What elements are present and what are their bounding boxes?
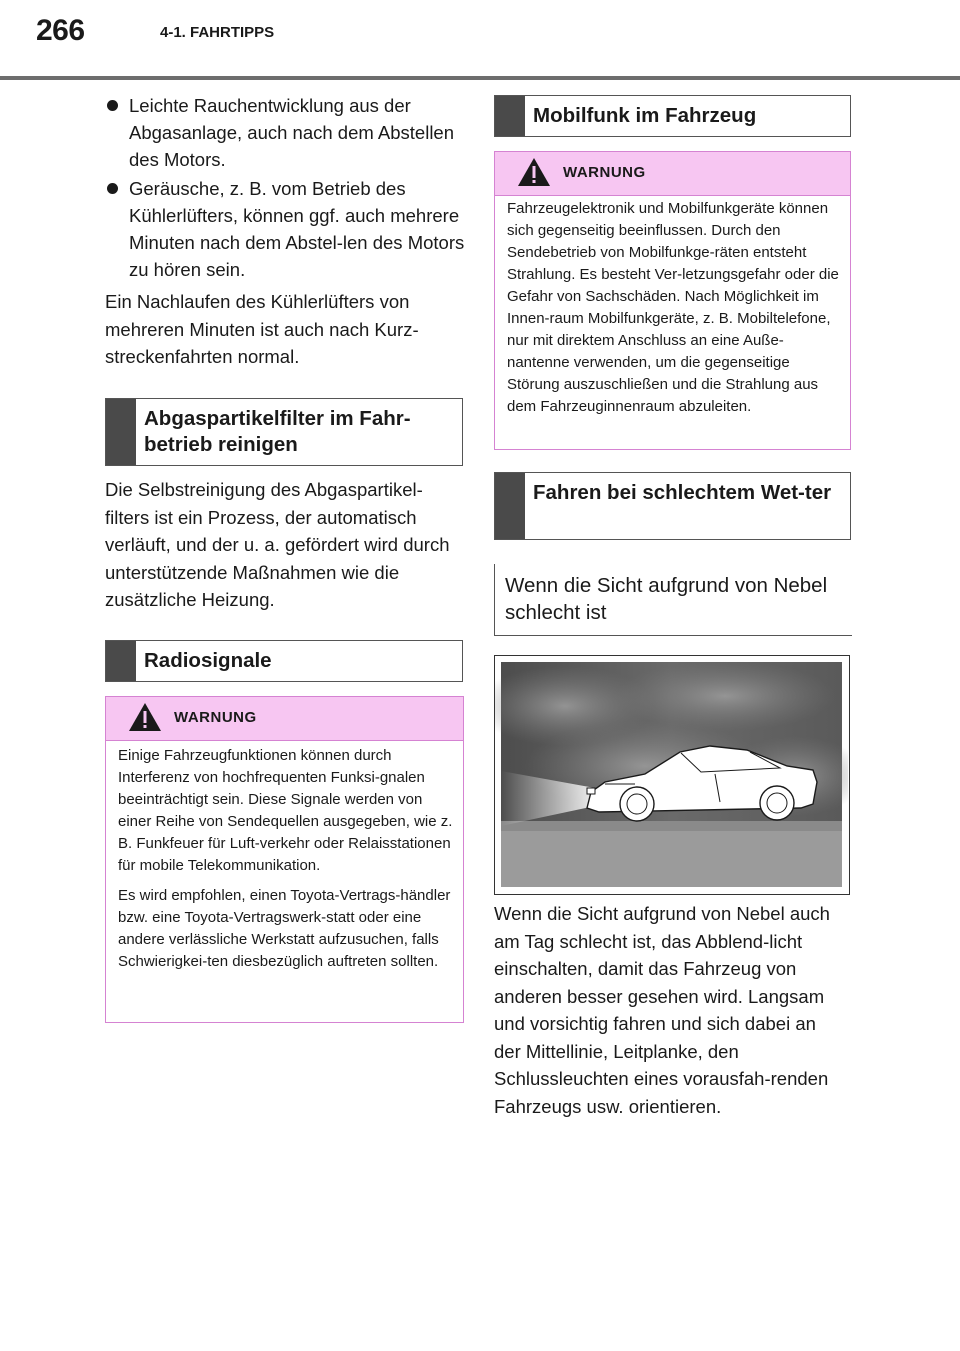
warning-label: WARNUNG (563, 164, 646, 181)
bullet-dot-icon (107, 183, 118, 194)
section-bar (495, 96, 525, 136)
warning-paragraph: Fahrzeugelektronik und Mobilfunkgeräte können sich gegenseitig beeinflussen. Durch den Sendebetrieb von Mobilfunkge-räten entsteht Strahlung. Es besteht Ver-letzungsgefahr oder die Gefahr von Sachschäden. Nach Möglichkeit im Innen-raum Mobilfunkgeräte, z. B. Mobiltelefone, nur mit direktem Anschluss an eine Auße-nantenne verwenden, um die gegenseitige Störung auszuschließen und die Strahlung aus dem Fahrzeuginnenraum abzuleiten. (507, 200, 839, 415)
warning-header (495, 152, 850, 196)
warning-label: WARNUNG (174, 709, 257, 726)
warning-box-mobile (494, 151, 851, 450)
section-bar (106, 641, 136, 681)
warning-triangle-icon (517, 157, 551, 187)
fog-driving-illustration (494, 655, 850, 895)
warning-header (106, 697, 463, 741)
section-title: Abgaspartikelfilter im Fahr-betrieb reinigen (144, 407, 411, 456)
warning-box-radio (105, 696, 464, 1023)
warning-body (507, 198, 840, 426)
page-number: 266 (36, 14, 85, 47)
chapter-title: 4-1. FAHRTIPPS (160, 24, 275, 41)
section-title: Fahren bei schlechtem Wet-ter (533, 481, 832, 504)
section-title: Radiosignale (144, 649, 272, 672)
section-heading-dpf (105, 398, 463, 466)
section-heading-weather (494, 472, 851, 540)
warning-body (118, 745, 453, 981)
car-in-fog-image (495, 656, 848, 893)
dpf-paragraph: Die Selbstreinigung des Abgaspartikel-filters ist ein Prozess, der automatisch verläuft, und der u. a. gefördert wird durch unterstützende Maßnahmen wie die zusätzliche Heizung. (105, 479, 450, 610)
section-bar (495, 473, 525, 539)
warning-paragraph: Einige Fahrzeugfunktionen können durch Interferenz von hochfrequenten Funksi-gnalen beeinträchtigt sein. Diese Signale werden von einer Reihe von Sendequellen ausgegeben, wie z. B. Funkfeuer für Luft-verkehr oder Relaisstationen für mobile Telekommunikation. (118, 747, 453, 874)
section-heading-mobile (494, 95, 851, 137)
bullet-text: Leichte Rauchentwicklung aus der Abgasanlage, auch nach dem Abstellen des Motors. (129, 95, 455, 170)
fog-paragraph: Wenn die Sicht aufgrund von Nebel auch am Tag schlecht ist, das Abblend-licht einschalten, damit das Fahrzeug von anderen besser gesehen wird. Langsam und vorsichtig fahren und sich dabei an der Mittellinie, Leitplanke, den Schlussleuchten eines vorausfah-renden Fahrzeugs usw. orientieren. (494, 903, 830, 1117)
intro-paragraph: Ein Nachlaufen des Kühlerlüfters von mehreren Minuten ist auch nach Kurz-streckenfahrten normal. (105, 291, 419, 367)
warning-triangle-icon (128, 702, 162, 732)
list-item (105, 92, 465, 173)
subheading-text: Wenn die Sicht aufgrund von Nebel schlecht ist (505, 574, 828, 624)
page-header (0, 0, 960, 80)
bullet-text: Geräusche, z. B. vom Betrieb des Kühlerlüfters, können ggf. auch mehrere Minuten nach dem Abstel-len des Motors zu hören sein. (129, 178, 465, 280)
list-item (105, 175, 465, 283)
warning-paragraph: Es wird empfohlen, einen Toyota-Vertrags-händler bzw. eine Toyota-Vertragswerk-statt oder eine andere verlässliche Werkstatt aufzusuchen, falls Schwierigkei-ten diesbezüglich auftreten sollten. (118, 887, 451, 970)
bullet-dot-icon (107, 100, 118, 111)
subheading-fog (494, 564, 852, 636)
header-rule (0, 76, 960, 80)
section-bar (106, 399, 136, 465)
section-heading-radio (105, 640, 463, 682)
section-title: Mobilfunk im Fahrzeug (533, 104, 757, 127)
